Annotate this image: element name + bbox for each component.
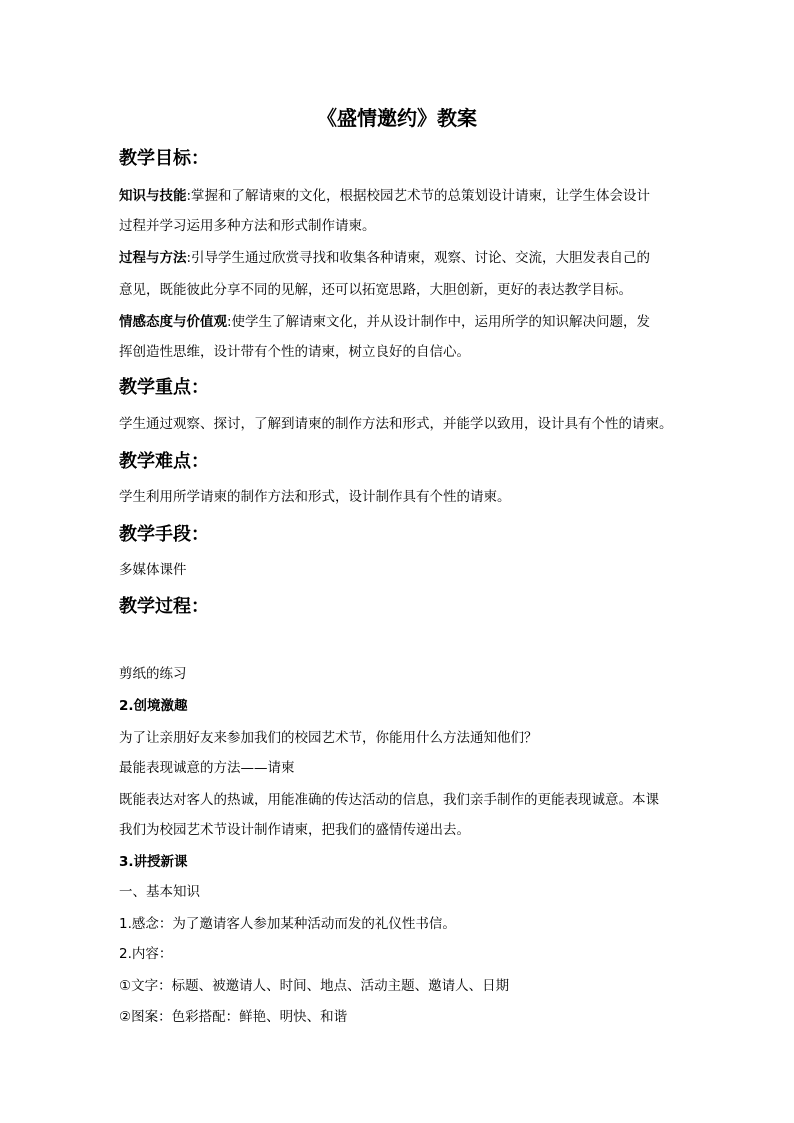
process-line-basic-knowledge: 一、基本知识 [119, 884, 200, 900]
process-line-concept: 1.感念：为了邀请客人参加某种活动而发的礼仪性书信。 [119, 916, 456, 932]
goal-knowledge-label: 知识与技能 [119, 188, 187, 204]
heading-teaching-means: 教学手段： [119, 524, 209, 545]
process-line-intro-1: 既能表达对客人的热诚，用能准确的传达活动的信息，我们亲手制作的更能表现诚意。本课 [119, 792, 659, 808]
difficulties-text: 学生利用所学请柬的制作方法和形式，设计制作具有个性的请柬。 [119, 489, 511, 505]
goal-emotion-line-2: 挥创造性思维，设计带有个性的请柬，树立良好的自信心。 [119, 344, 470, 360]
process-line-paper-cutting: 剪纸的练习 [119, 666, 187, 682]
heading-key-points: 教学重点： [119, 377, 209, 398]
goal-emotion-label: 情感态度与价值观 [119, 314, 227, 330]
heading-difficulties: 教学难点： [119, 451, 209, 472]
key-points-text: 学生通过观察、探讨，了解到请柬的制作方法和形式，并能学以致用，设计具有个性的请柬。 [119, 416, 673, 432]
heading-teaching-goals: 教学目标： [119, 148, 209, 169]
process-line-intro-2: 我们为校园艺术节设计制作请柬，把我们的盛情传递出去。 [119, 822, 470, 838]
goal-emotion-line-1 [119, 312, 650, 332]
process-line-pattern-items: ②图案：色彩搭配：鲜艳、明快、和谐 [119, 1009, 348, 1025]
process-line-question: 为了让亲朋好友来参加我们的校园艺术节，你能用什么方法通知他们？ [119, 730, 538, 746]
means-text: 多媒体课件 [119, 562, 187, 578]
process-section-2-title: 2.创境激趣 [119, 698, 188, 714]
goal-process-text: :引导学生通过欣赏寻找和收集各种请柬，观察、讨论、交流，大胆发表自己的 [186, 250, 651, 266]
goal-emotion-text: :使学生了解请柬文化，并从设计制作中，运用所学的知识解决问题，发 [227, 314, 651, 330]
heading-teaching-process: 教学过程： [119, 596, 209, 617]
process-section-3-title: 3.讲授新课 [119, 854, 188, 870]
goal-knowledge-text: :掌握和了解请柬的文化，根据校园艺术节的总策划设计请柬，让学生体会设计 [186, 188, 651, 204]
process-line-text-items: ①文字：标题、被邀请人、时间、地点、活动主题、邀请人、日期 [119, 978, 510, 994]
process-line-invitation-method: 最能表现诚意的方法——请柬 [119, 760, 295, 776]
goal-process-label: 过程与方法 [119, 250, 187, 266]
goal-process-line-2: 意见，既能彼此分享不同的见解，还可以拓宽思路，大胆创新，更好的表达教学目标。 [119, 282, 632, 298]
goal-knowledge-line-1 [119, 186, 650, 206]
goal-process-line-1 [119, 248, 650, 268]
goal-knowledge-line-2: 过程并学习运用多种方法和形式制作请柬。 [119, 218, 376, 234]
document-title: 《盛情邀约》教案 [317, 106, 477, 130]
process-line-content: 2.内容： [119, 946, 173, 962]
